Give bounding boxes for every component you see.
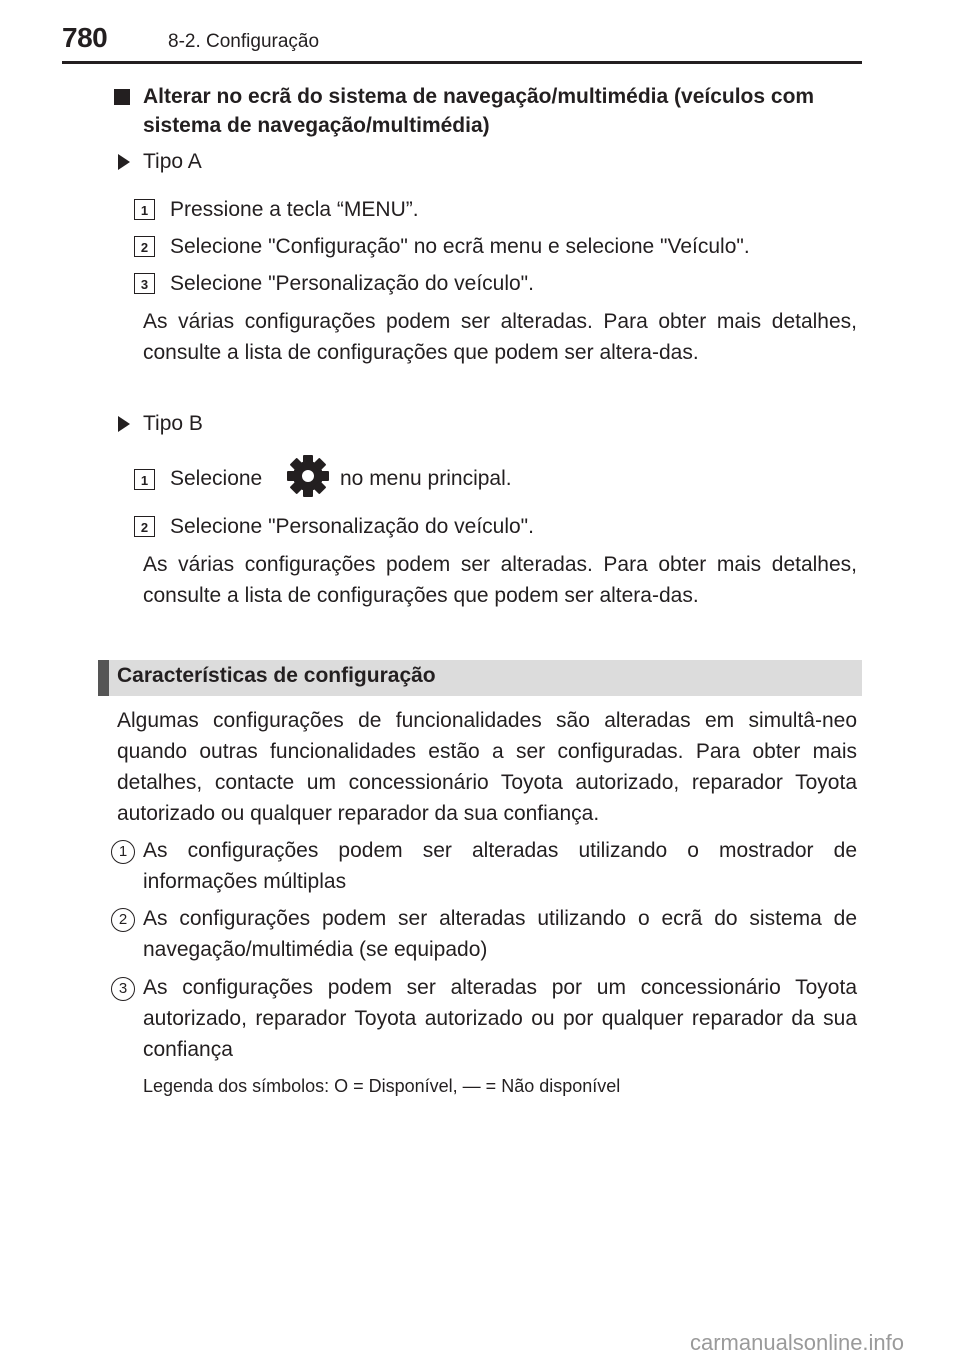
step-number-badge: 1 xyxy=(134,469,155,490)
step-number-badge: 2 xyxy=(134,516,155,537)
type-b-step-2: Selecione "Personalização do veículo". xyxy=(170,515,534,538)
type-a-step-3: Selecione "Personalização do veículo". xyxy=(170,272,534,295)
step-number-badge: 3 xyxy=(134,273,155,294)
type-a-step-2: Selecione "Configuração" no ecrã menu e selecione "Veículo". xyxy=(170,235,750,258)
step-number-badge: 1 xyxy=(134,199,155,220)
triangle-bullet-icon xyxy=(118,416,130,432)
type-b-step-1-before: Selecione xyxy=(170,467,263,490)
features-intro: Algumas configurações de funcionalidades são alteradas em simultâ-neo quando outras funcionalidades estão a ser configuradas. Para obter mais detalhes, contacte um concessionário Toyota autorizado, reparador Toyota autorizado ou qualquer reparador da sua confiança. xyxy=(117,709,857,825)
feature-item-2: As configurações podem ser alteradas utilizando o ecrã do sistema de navegação/multimédia (se equipado) xyxy=(143,907,857,961)
symbol-legend: Legenda dos símbolos: O = Disponível, — = Não disponível xyxy=(143,1076,621,1096)
heading-accent xyxy=(98,660,109,696)
chapter-title: 8-2. Configuração xyxy=(168,31,320,52)
page-number: 780 xyxy=(62,22,108,53)
type-b-note: As várias configurações podem ser alteradas. Para obter mais detalhes, consulte a lista de configurações que podem ser altera-das. xyxy=(143,553,857,607)
circle-number-1: 1 xyxy=(111,840,135,864)
feature-item-3: As configurações podem ser alteradas por um concessionário Toyota autorizado, reparador Toyota autorizado ou por qualquer reparador da sua confiança xyxy=(143,976,857,1061)
gear-icon xyxy=(284,452,332,500)
feature-item-1: As configurações podem ser alteradas utilizando o mostrador de informações múltiplas xyxy=(143,839,857,893)
features-heading-bar xyxy=(98,660,862,696)
triangle-bullet-icon xyxy=(118,154,130,170)
section-heading: Alterar no ecrã do sistema de navegação/multimédia (veículos com sistema de navegação/multimédia) xyxy=(143,85,815,137)
type-a-note: As várias configurações podem ser alteradas. Para obter mais detalhes, consulte a lista de configurações que podem ser altera-das. xyxy=(143,310,857,364)
square-bullet-icon xyxy=(114,89,130,105)
type-b-step-1-after: no menu principal. xyxy=(340,467,512,490)
circle-number-3: 3 xyxy=(111,977,135,1001)
type-a-step-1: Pressione a tecla “MENU”. xyxy=(170,198,419,221)
features-heading: Características de configuração xyxy=(117,664,436,687)
circle-number-2: 2 xyxy=(111,908,135,932)
step-number-badge: 2 xyxy=(134,236,155,257)
header-divider xyxy=(62,61,862,64)
type-a-label: Tipo A xyxy=(143,150,202,173)
watermark: carmanualsonline.info xyxy=(690,1330,905,1355)
page-header xyxy=(0,0,960,68)
type-b-label: Tipo B xyxy=(143,412,203,435)
